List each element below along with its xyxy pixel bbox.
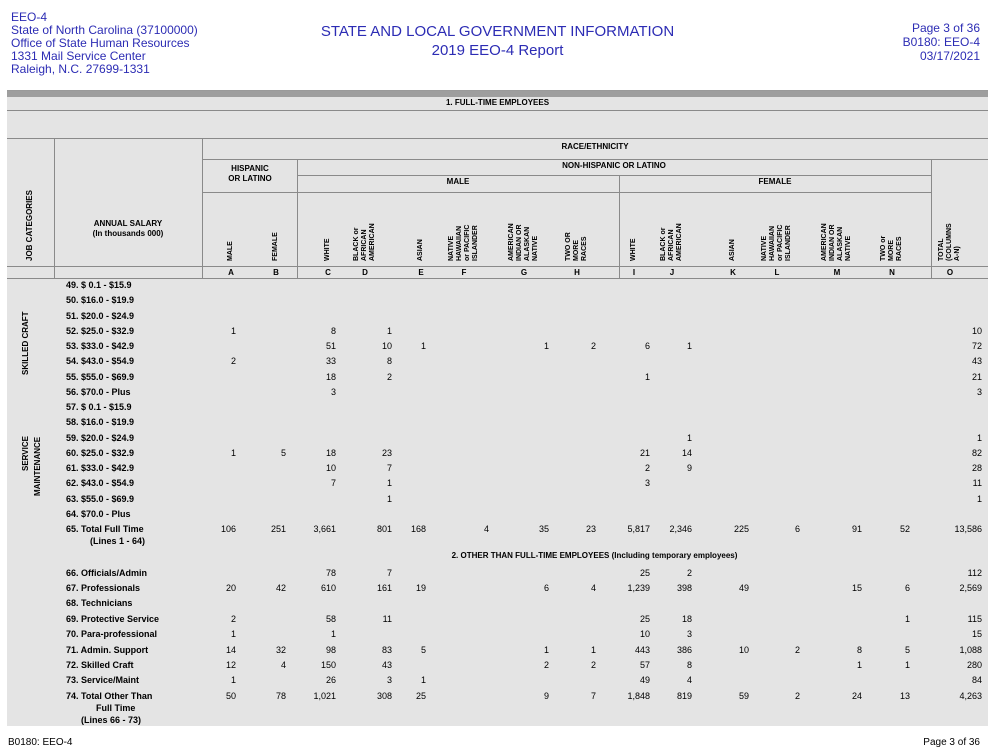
column-header-line: AMERICAN	[508, 223, 515, 261]
row-label: 74. Total Other Than	[66, 691, 153, 701]
column-header	[353, 223, 377, 261]
table-cell: 15	[851, 583, 862, 593]
category-maintenance: MAINTENANCE	[33, 436, 42, 496]
table-cell: 2	[590, 660, 596, 670]
column-letter: E	[418, 268, 424, 277]
column-header-line: or PACIFIC	[464, 224, 471, 261]
nonhispanic-header: NON-HISPANIC OR LATINO	[562, 161, 666, 170]
column-header-line: MORE	[888, 240, 895, 261]
table-cell: 1	[856, 660, 862, 670]
table-cell: 1	[686, 432, 692, 443]
row-label: 72. Skilled Craft	[66, 660, 134, 670]
column-header-line: WHITE	[630, 238, 637, 261]
table-cell: 2,346	[669, 524, 692, 534]
table-cell: 28	[971, 463, 982, 473]
table-cell: 1,021	[313, 691, 336, 701]
table-cell: 225	[733, 524, 749, 534]
column-header-line: HAWAIIAN	[456, 226, 463, 261]
grid-line	[7, 266, 988, 267]
footer-page: Page 3 of 36	[923, 737, 980, 748]
column-header-line: ISLANDER	[472, 225, 479, 261]
column-letter: I	[632, 268, 636, 277]
row-label: 73. Service/Maint	[66, 675, 140, 685]
table-cell: 9	[543, 691, 549, 701]
table-cell: 21	[639, 447, 650, 458]
column-header-line: RACES	[581, 236, 588, 261]
column-header-line: NATIVE	[532, 235, 539, 261]
table-cell: 3	[686, 629, 692, 639]
row-label-continued: (Lines 66 - 73)	[81, 715, 142, 725]
table-cell: 6	[543, 583, 549, 593]
table-cell: 1	[386, 493, 392, 504]
table-cell: 6	[644, 341, 650, 351]
job-categories-header: JOB CATEGORIES	[25, 190, 34, 261]
row-label: 69. Protective Service	[66, 614, 160, 624]
row-label-continued: (Lines 1 - 64)	[90, 536, 146, 546]
table-cell: 10	[381, 341, 392, 351]
row-label: 60. $25.0 - $32.9	[66, 447, 135, 458]
column-letter: G	[520, 268, 528, 277]
grid-line	[619, 175, 620, 278]
table-cell: 4,263	[959, 691, 982, 701]
row-label: 50. $16.0 - $19.9	[66, 295, 135, 306]
table-cell: 4	[280, 660, 286, 670]
table-cell: 72	[971, 341, 982, 351]
table-cell: 112	[967, 568, 982, 578]
table-cell: 106	[220, 524, 236, 534]
column-header-line: AMERICAN	[676, 223, 683, 261]
hispanic-header	[202, 164, 298, 184]
table-cell: 1,088	[959, 645, 982, 655]
table-cell: 7	[386, 463, 392, 473]
row-label: 49. $ 0.1 - $15.9	[66, 280, 132, 290]
row-label: 71. Admin. Support	[66, 645, 149, 655]
grid-line	[202, 159, 988, 160]
table-cell: 26	[325, 675, 336, 685]
table-cell: 3,661	[313, 524, 336, 534]
column-header	[729, 239, 737, 261]
table-cell: 5	[280, 447, 286, 458]
table-cell: 819	[676, 691, 692, 701]
column-header	[880, 236, 904, 261]
table-cell: 4	[590, 583, 596, 593]
table-cell: 84	[971, 675, 982, 685]
table-cell: 9	[686, 463, 692, 473]
table-cell: 1	[330, 629, 336, 639]
column-letter: B	[273, 268, 279, 277]
table-cell: 42	[275, 583, 286, 593]
table-cell: 386	[676, 645, 692, 655]
column-header-line: ASIAN	[417, 239, 424, 261]
grid-line	[7, 110, 988, 111]
row-label: 61. $33.0 - $42.9	[66, 463, 135, 473]
column-header-line: MALE	[227, 241, 234, 261]
table-cell: 33	[325, 356, 336, 367]
column-header	[660, 223, 684, 261]
table-cell: 23	[381, 447, 392, 458]
table-cell: 18	[325, 447, 336, 458]
table-cell: 59	[738, 691, 749, 701]
column-header-line: or PACIFIC	[777, 224, 784, 261]
row-label: 52. $25.0 - $32.9	[66, 325, 135, 336]
table-cell: 1	[976, 432, 982, 443]
table-cell: 3	[976, 386, 982, 397]
table-cell: 1	[644, 371, 650, 382]
column-header	[508, 223, 540, 261]
column-letter: A	[228, 268, 234, 277]
table-cell: 1,848	[627, 691, 650, 701]
table-cell: 2	[543, 660, 549, 670]
column-letter: M	[833, 268, 841, 277]
grid-line	[202, 192, 298, 193]
city-line: Raleigh, N.C. 27699-1331	[11, 62, 150, 76]
annual-salary-line2: (In thousands 000)	[92, 229, 164, 238]
table-cell: 1	[420, 675, 426, 685]
table-cell: 10	[971, 325, 982, 336]
row-label: 62. $43.0 - $54.9	[66, 478, 135, 489]
column-header	[272, 232, 280, 261]
table-cell: 1	[230, 629, 236, 639]
row-label: 57. $ 0.1 - $15.9	[66, 402, 132, 412]
table-cell: 150	[320, 660, 336, 670]
row-label-continued: Full Time	[96, 703, 136, 713]
table-cell: 1	[590, 645, 596, 655]
grid-line	[7, 278, 988, 279]
column-header-line: ALASKAN	[524, 226, 531, 261]
table-cell: 6	[904, 583, 910, 593]
grid-line	[297, 192, 931, 193]
table-cell: 5	[420, 645, 426, 655]
table-cell: 58	[325, 614, 336, 624]
male-header: MALE	[446, 177, 470, 186]
report-code: B0180: EEO-4	[902, 35, 980, 49]
row-label: 63. $55.0 - $69.9	[66, 493, 135, 504]
hispanic-line1: HISPANIC	[231, 164, 269, 173]
column-header-line: NATIVE	[761, 235, 768, 261]
table-cell: 11	[972, 478, 982, 489]
table-cell: 1	[543, 645, 549, 655]
table-cell: 19	[415, 583, 426, 593]
column-header	[761, 225, 793, 261]
table-cell: 25	[639, 568, 650, 578]
column-header	[324, 238, 332, 261]
table-cell: 2	[686, 568, 692, 578]
table-cell: 78	[325, 568, 336, 578]
table-cell: 1	[686, 341, 692, 351]
column-header-line: TWO or	[880, 235, 887, 261]
annual-salary-header	[54, 219, 202, 239]
table-cell: 8	[386, 356, 392, 367]
table-cell: 2	[590, 341, 596, 351]
row-label: 54. $43.0 - $54.9	[66, 356, 135, 367]
category-service: SERVICE	[21, 436, 30, 471]
row-label: 66. Officials/Admin	[66, 568, 148, 578]
table-cell: 15	[971, 629, 982, 639]
column-letter: O	[946, 268, 954, 277]
table-cell: 1	[230, 325, 236, 336]
table-cell: 7	[330, 478, 336, 489]
table-cell: 3	[330, 386, 336, 397]
table-cell: 308	[376, 691, 392, 701]
page-number: Page 3 of 36	[911, 21, 980, 35]
table-cell: 32	[275, 645, 286, 655]
column-header	[565, 232, 589, 261]
column-header-line: INDIAN OR	[516, 224, 523, 261]
table-cell: 98	[325, 645, 336, 655]
table-cell: 82	[971, 447, 982, 458]
row-label: 68. Technicians	[66, 598, 133, 608]
table-cell: 43	[971, 356, 982, 367]
table-cell: 2	[794, 645, 800, 655]
column-header-line: AMERICAN	[821, 223, 828, 261]
table-cell: 13,586	[954, 524, 982, 534]
column-header-line: ASIAN	[729, 239, 736, 261]
table-cell: 7	[590, 691, 596, 701]
table-cell: 2,569	[959, 583, 982, 593]
column-header-line: NATIVE	[448, 235, 455, 261]
table-cell: 12	[225, 660, 236, 670]
form-name: EEO-4	[11, 10, 48, 24]
table-cell: 115	[967, 614, 982, 624]
table-cell: 49	[639, 675, 650, 685]
column-header-line: ALASKAN	[837, 226, 844, 261]
column-letter: K	[730, 268, 736, 277]
table-cell: 35	[538, 524, 549, 534]
table-cell: 4	[483, 524, 489, 534]
category-skilled-craft: SKILLED CRAFT	[21, 311, 30, 375]
table-cell: 1	[976, 493, 982, 504]
column-header-line: BLACK or	[353, 227, 360, 261]
row-label: 67. Professionals	[66, 583, 141, 593]
table-cell: 443	[634, 645, 650, 655]
column-header-line: HAWAIIAN	[769, 226, 776, 261]
table-cell: 24	[851, 691, 862, 701]
table-cell: 801	[376, 524, 392, 534]
table-cell: 18	[325, 371, 336, 382]
table-cell: 2	[386, 371, 392, 382]
table-cell: 25	[639, 614, 650, 624]
female-header: FEMALE	[758, 177, 792, 186]
row-label: 64. $70.0 - Plus	[66, 508, 131, 519]
table-cell: 2	[644, 463, 650, 473]
column-header-line: FEMALE	[272, 232, 279, 261]
column-header	[630, 238, 638, 261]
table-cell: 280	[966, 660, 982, 670]
table-cell: 50	[225, 691, 236, 701]
table-cell: 1	[420, 341, 426, 351]
hispanic-line2: OR LATINO	[228, 174, 272, 183]
table-cell: 57	[639, 660, 650, 670]
race-ethnicity-header: RACE/ETHNICITY	[561, 142, 629, 151]
column-header-line: AFRICAN	[361, 229, 368, 261]
report-title: STATE AND LOCAL GOVERNMENT INFORMATION	[320, 23, 675, 40]
column-letter: D	[362, 268, 368, 277]
table-cell: 13	[899, 691, 910, 701]
table-cell: 5,817	[627, 524, 650, 534]
table-cell: 1	[904, 614, 910, 624]
table-cell: 3	[386, 675, 392, 685]
column-header-line: AFRICAN	[668, 229, 675, 261]
state-name: State of North Carolina (37100000)	[11, 23, 198, 37]
table-cell: 49	[738, 583, 749, 593]
column-header-line: RACES	[896, 236, 903, 261]
column-header	[417, 239, 425, 261]
section2-title: 2. OTHER THAN FULL-TIME EMPLOYEES (Including temporary employees)	[451, 551, 738, 560]
table-cell: 5	[904, 645, 910, 655]
table-cell: 1	[230, 675, 236, 685]
top-bar	[7, 91, 988, 97]
report-title-block	[0, 22, 995, 60]
row-label: 55. $55.0 - $69.9	[66, 371, 135, 382]
row-label: 70. Para-professional	[66, 629, 158, 639]
row-label: 59. $20.0 - $24.9	[66, 432, 135, 443]
section1-title: 1. FULL-TIME EMPLOYEES	[445, 98, 550, 107]
grid-line	[54, 138, 55, 278]
table-cell: 4	[686, 675, 692, 685]
table-cell: 83	[381, 645, 392, 655]
table-cell: 1	[543, 341, 549, 351]
grid-line	[202, 138, 203, 278]
footer-code: B0180: EEO-4	[8, 737, 73, 748]
table-cell: 10	[325, 463, 336, 473]
table-cell: 1	[230, 447, 236, 458]
table-cell: 51	[325, 341, 336, 351]
table-cell: 14	[681, 447, 692, 458]
column-header	[227, 241, 235, 261]
report-table	[7, 90, 988, 726]
column-header-line: INDIAN OR	[829, 224, 836, 261]
table-cell: 7	[386, 568, 392, 578]
table-cell: 8	[856, 645, 862, 655]
row-label: 53. $33.0 - $42.9	[66, 341, 135, 351]
table-cell: 168	[410, 524, 426, 534]
table-cell: 6	[794, 524, 800, 534]
table-cell: 3	[644, 478, 650, 489]
table-cell: 2	[230, 614, 236, 624]
column-letter: F	[461, 268, 467, 277]
column-header-line: MORE	[573, 240, 580, 261]
row-label: 65. Total Full Time	[66, 524, 144, 534]
table-cell: 78	[275, 691, 286, 701]
row-label: 58. $16.0 - $19.9	[66, 417, 135, 428]
column-letter: N	[889, 268, 895, 277]
table-cell: 25	[415, 691, 426, 701]
table-cell: 91	[851, 524, 862, 534]
table-cell: 14	[225, 645, 236, 655]
table-cell: 20	[225, 583, 236, 593]
table-cell: 610	[320, 583, 336, 593]
column-header-line: AMERICAN	[369, 223, 376, 261]
column-header-line: TOTAL	[938, 238, 945, 261]
column-header-line: A-N)	[954, 246, 961, 261]
table-cell: 8	[686, 660, 692, 670]
column-letter: L	[774, 268, 780, 277]
column-header-line: NATIVE	[845, 235, 852, 261]
table-cell: 1,239	[627, 583, 650, 593]
table-cell: 2	[230, 356, 236, 367]
row-label: 56. $70.0 - Plus	[66, 386, 131, 397]
grid-line	[7, 138, 988, 139]
table-cell: 1	[386, 325, 392, 336]
table-cell: 2	[794, 691, 800, 701]
column-header-line: WHITE	[324, 238, 331, 261]
table-cell: 1	[386, 478, 392, 489]
table-cell: 21	[971, 371, 982, 382]
column-header-line: (COLUMNS	[946, 223, 953, 261]
office-name: Office of State Human Resources	[11, 36, 190, 50]
table-cell: 10	[639, 629, 650, 639]
column-letter: H	[574, 268, 580, 277]
table-cell: 8	[330, 325, 336, 336]
column-letter: C	[325, 268, 331, 277]
table-cell: 10	[738, 645, 749, 655]
grid-line	[931, 159, 932, 278]
column-header-line: TWO OR	[565, 232, 572, 261]
column-header	[448, 225, 480, 261]
column-header	[821, 223, 853, 261]
table-cell: 23	[585, 524, 596, 534]
column-header-line: BLACK or	[660, 227, 667, 261]
table-cell: 161	[376, 583, 392, 593]
table-cell: 398	[676, 583, 692, 593]
table-cell: 251	[270, 524, 286, 534]
table-cell: 11	[382, 614, 392, 624]
grid-line	[297, 175, 931, 176]
column-header	[938, 223, 962, 261]
table-cell: 43	[381, 660, 392, 670]
table-cell: 52	[899, 524, 910, 534]
report-date: 03/17/2021	[919, 49, 980, 63]
column-letter: J	[669, 268, 675, 277]
report-subtitle: 2019 EEO-4 Report	[431, 42, 564, 59]
table-cell: 1	[904, 660, 910, 670]
address-line: 1331 Mail Service Center	[11, 49, 146, 63]
annual-salary-line1: ANNUAL SALARY	[93, 219, 163, 228]
table-cell: 18	[681, 614, 692, 624]
row-label: 51. $20.0 - $24.9	[66, 310, 135, 321]
column-header-line: ISLANDER	[785, 225, 792, 261]
page-info-block	[903, 21, 980, 63]
